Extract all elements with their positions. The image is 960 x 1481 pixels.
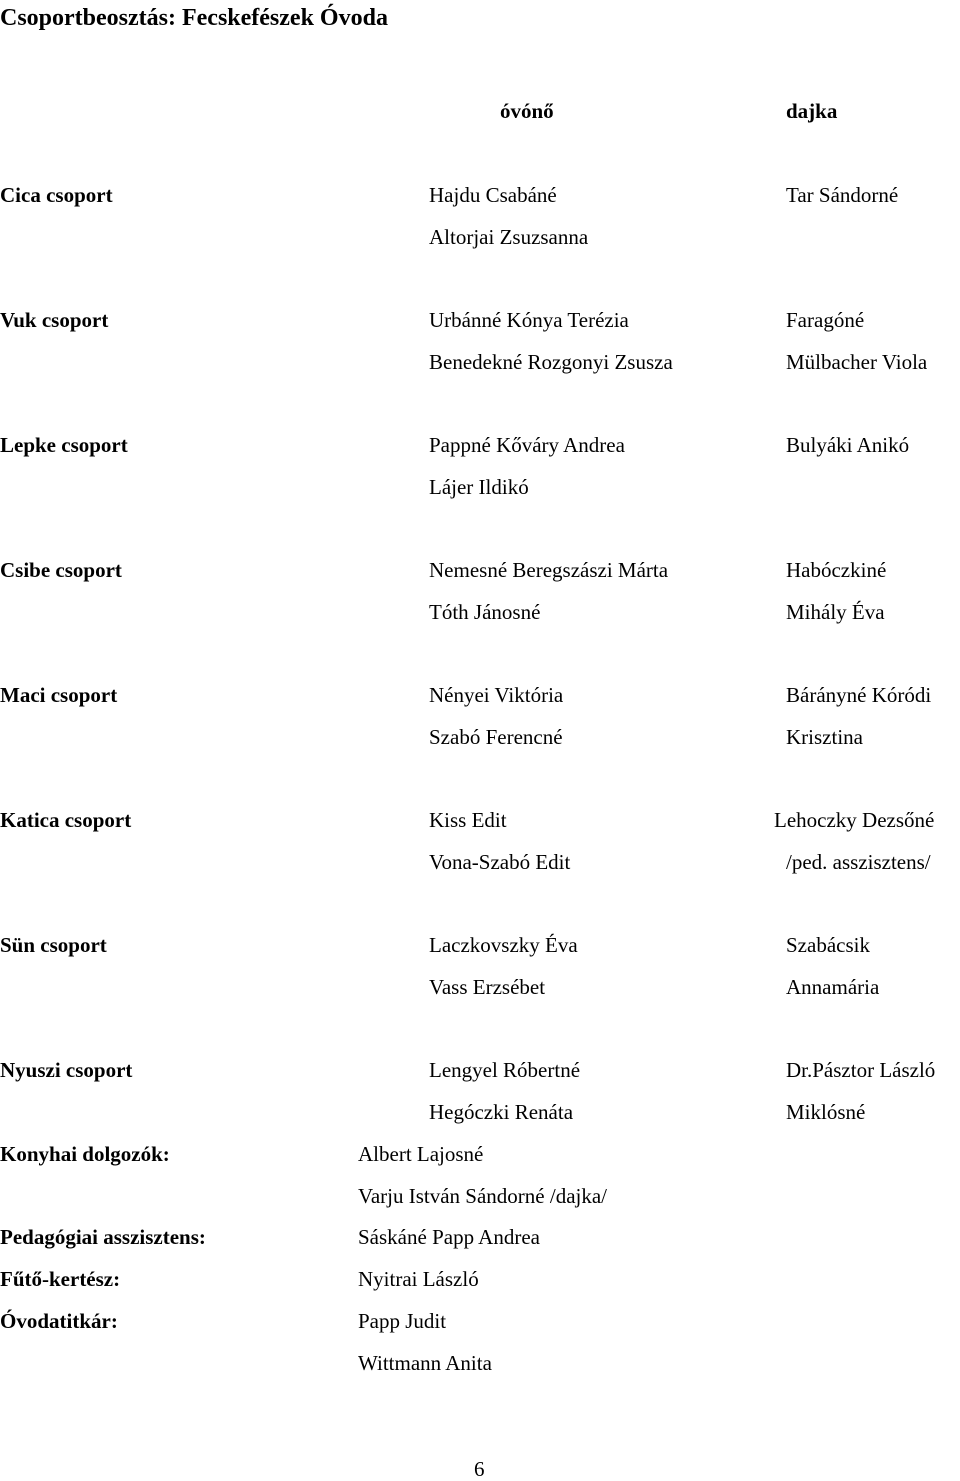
ovono-name: Laczkovszky Éva xyxy=(429,933,578,957)
group-name: Csibe csoport xyxy=(0,558,122,582)
ovono-name: Altorjai Zsuzsanna xyxy=(429,225,589,249)
dajka-name: Mihály Éva xyxy=(786,600,885,624)
dajka-name: Bulyáki Anikó xyxy=(786,433,910,457)
ovono-name: Vona-Szabó Edit xyxy=(429,850,571,874)
ovono-name: Lengyel Róbertné xyxy=(429,1058,581,1082)
ovono-name: Vass Erzsébet xyxy=(429,975,546,999)
staff-name: Sáskáné Papp Andrea xyxy=(358,1225,540,1249)
staff-label: Pedagógiai asszisztens: xyxy=(0,1225,206,1249)
ovono-name: Hajdu Csabáné xyxy=(429,183,557,207)
group-name: Vuk csoport xyxy=(0,308,109,332)
page-title: Csoportbeosztás: Fecskefészek Óvoda xyxy=(0,5,388,31)
dajka-name: Tar Sándorné xyxy=(786,183,899,207)
dajka-name: Mülbacher Viola xyxy=(786,350,928,374)
page-number: 6 xyxy=(474,1457,485,1481)
group-name: Maci csoport xyxy=(0,683,118,707)
dajka-name: Szabácsik xyxy=(786,933,870,957)
ovono-name: Nemesné Beregszászi Márta xyxy=(429,558,669,582)
column-header-dajka: dajka xyxy=(786,99,838,123)
dajka-name: /ped. asszisztens/ xyxy=(786,850,931,874)
staff-name: Varju István Sándorné /dajka/ xyxy=(358,1184,608,1208)
ovono-name: Benedekné Rozgonyi Zsusza xyxy=(429,350,673,374)
ovono-name: Lájer Ildikó xyxy=(429,475,529,499)
column-header-ovono: óvónő xyxy=(500,99,554,123)
staff-name: Wittmann Anita xyxy=(358,1351,492,1375)
group-name: Sün csoport xyxy=(0,933,107,957)
staff-name: Papp Judit xyxy=(358,1309,447,1333)
group-name: Lepke csoport xyxy=(0,433,128,457)
ovono-name: Hegóczki Renáta xyxy=(429,1100,574,1124)
staff-label: Fűtő-kertész: xyxy=(0,1267,121,1291)
dajka-name: Lehoczky Dezsőné xyxy=(774,808,935,832)
dajka-name: Miklósné xyxy=(786,1100,866,1124)
dajka-name: Dr.Pásztor László xyxy=(786,1058,936,1082)
ovono-name: Nényei Viktória xyxy=(429,683,564,707)
staff-label: Konyhai dolgozók: xyxy=(0,1142,170,1166)
staff-label: Óvodatitkár: xyxy=(0,1309,118,1333)
staff-name: Albert Lajosné xyxy=(358,1142,484,1166)
dajka-name: Habóczkiné xyxy=(786,558,887,582)
group-name: Katica csoport xyxy=(0,808,132,832)
ovono-name: Tóth Jánosné xyxy=(429,600,541,624)
group-name: Cica csoport xyxy=(0,183,113,207)
ovono-name: Kiss Edit xyxy=(429,808,507,832)
dajka-name: Faragóné xyxy=(786,308,865,332)
dajka-name: Bárányné Kóródi xyxy=(786,683,932,707)
staff-name: Nyitrai László xyxy=(358,1267,479,1291)
ovono-name: Pappné Kőváry Andrea xyxy=(429,433,625,457)
dajka-name: Krisztina xyxy=(786,725,863,749)
ovono-name: Szabó Ferencné xyxy=(429,725,563,749)
dajka-name: Annamária xyxy=(786,975,880,999)
ovono-name: Urbánné Kónya Terézia xyxy=(429,308,629,332)
group-name: Nyuszi csoport xyxy=(0,1058,133,1082)
